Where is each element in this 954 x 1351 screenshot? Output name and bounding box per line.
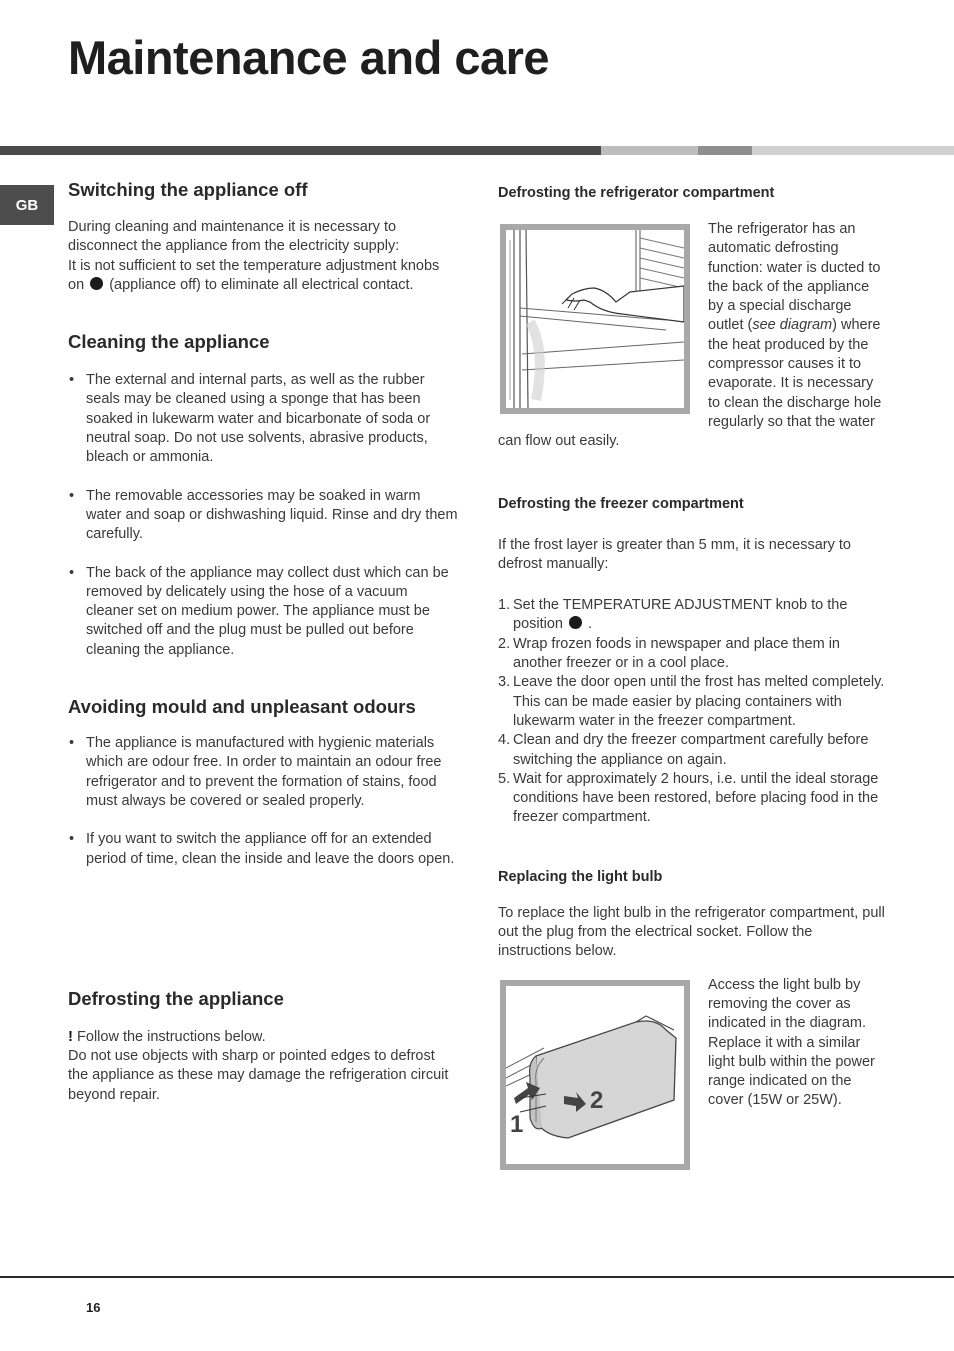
header-bar-light [752,146,954,155]
list-item: • The back of the appliance may collect dust which can be removed by delicately using the hose of a vacuum cleaner set on medium power. The appliance must be switched off and the plug must be pulled out before cleaning the appliance. [68,564,458,660]
list-item: • The external and internal parts, as well as the rubber seals may be cleaned using a sponge that has been soaked in lukewarm water and bicarbonate of soda or neutral soap. Do not use solvents, abrasive products, bleach or ammonia. [68,371,458,467]
list-item: • If you want to switch the appliance off for an extended period of time, clean the inside and leave the doors open. [68,830,458,869]
freezer-steps [498,596,888,828]
page-number: 16 [86,1300,101,1315]
footer-rule [0,1276,954,1278]
bulb-intro: To replace the light bulb in the refrigerator compartment, pull out the plug from the electrical socket. Follow the instructions below. [498,904,885,960]
section-heading-mould: Avoiding mould and unpleasant odours [68,696,416,718]
step-label-1: 1 [510,1110,524,1138]
section-heading-fridge-defrost: Defrosting the refrigerator compartment [498,185,775,201]
off-position-icon [90,277,103,290]
section-heading-light-bulb: Replacing the light bulb [498,868,663,885]
section-heading-switching: Switching the appliance off [68,179,308,200]
header-bar-dark [0,146,601,155]
cleaning-list [68,371,458,660]
light-bulb-illustration [506,986,684,1164]
step-label-2: 2 [590,1086,604,1114]
list-item: 1. Set the TEMPERATURE ADJUSTMENT knob to the position . [498,597,848,633]
page-title: Maintenance and care [68,31,550,84]
section-heading-freezer-defrost: Defrosting the freezer compartment [498,495,744,512]
list-item: 4. Clean and dry the freezer compartment carefully before switching the appliance on again. [498,732,869,768]
left-column [68,178,458,1105]
list-item: 2. Wrap frozen foods in newspaper and place them in another freezer or in a cool place. [498,635,840,672]
mould-list [68,734,458,869]
fridge-discharge-diagram [500,224,690,414]
warning-icon: ! [68,1027,73,1045]
right-column [498,183,888,1174]
section-heading-cleaning: Cleaning the appliance [68,331,270,353]
header-bar-mid [698,146,752,155]
language-tab: GB [0,185,54,225]
fridge-diagram-illustration [506,230,684,408]
light-bulb-diagram [500,980,690,1170]
off-position-icon [569,616,582,629]
header-bar-light [601,146,698,155]
freezer-intro: If the frost layer is greater than 5 mm, it is necessary to defrost manually: [498,536,851,572]
switching-text: During cleaning and maintenance it is necessary to disconnect the appliance from the electricity supply: It is not sufficient to set the temperature adjustment knobs on (appliance off) to eliminate all electrical contact. [68,219,440,293]
defrosting-text: ! Follow the instructions below. Do not use objects with sharp or pointed edges to defrost the appliance as these may damage the refrigeration circuit beyond repair. [68,1027,449,1103]
list-item: • The appliance is manufactured with hygienic materials which are odour free. In order to maintain an odour free refrigerator and to prevent the formation of stains, food must always be covered or sealed properly. [68,734,458,811]
fridge-defrost-block: The refrigerator has an automatic defrosting function: water is ducted to the back of the appliance by a special discharge outlet (see diagram) where the heat produced by the compressor causes it to evaporate. It is necessary to clean the discharge hole regularly so that the water can flow out easily. [498,221,882,450]
section-heading-defrosting: Defrosting the appliance [68,987,284,1009]
list-item: 5. Wait for approximately 2 hours, i.e. until the ideal storage conditions have been restored, before placing food in the freezer compartment. [498,770,879,826]
list-item: 3. Leave the door open until the frost has melted completely. This can be made easier by placing containers with lukewarm water in the freezer compartment. [498,674,885,729]
list-item: • The removable accessories may be soaked in warm water and soap or dishwashing liquid. Rinse and dry them carefully. [68,487,458,545]
bulb-block: 1 2 Access the light bulb by removing the cover as indicated in the diagram. Replace it with a similar light bulb within the power range indicated on the cover (15W or 25W). [498,976,888,1174]
